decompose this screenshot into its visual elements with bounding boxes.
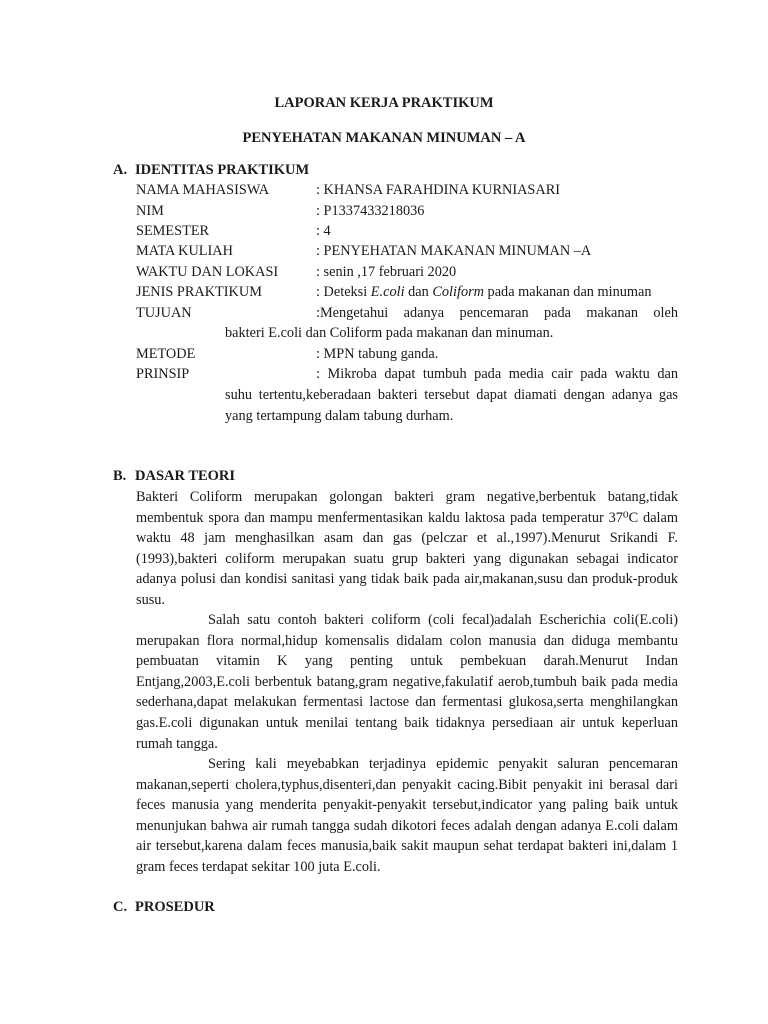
- field-jenis: [136, 282, 678, 302]
- field-tujuan-continued: bakteri E.coli dan Coliform pada makanan dan minuman.: [225, 325, 554, 341]
- section-c-heading: [113, 897, 215, 918]
- field-label: MATA KULIAH: [136, 243, 233, 259]
- field-label: JENIS PRAKTIKUM: [136, 284, 262, 300]
- field-label: WAKTU DAN LOKASI: [136, 264, 279, 280]
- value-prefix: : Deteksi: [316, 284, 371, 300]
- field-value: [316, 282, 678, 303]
- field-metode: [136, 344, 678, 364]
- section-a-letter: A.: [113, 162, 128, 178]
- value-ecoli: E.coli: [370, 284, 405, 300]
- value-suffix: pada makanan dan minuman: [483, 284, 652, 300]
- section-b-letter: B.: [113, 468, 127, 484]
- document-subtitle: PENYEHATAN MAKANAN MINUMAN – A: [242, 130, 526, 146]
- section-a-heading: [113, 160, 309, 181]
- field-prinsip-continued-2: yang tertampung dalam tabung durham.: [225, 408, 454, 424]
- field-value: : MPN tabung ganda.: [316, 346, 439, 362]
- field-value: : KHANSA FARAHDINA KURNIASARI: [316, 182, 560, 198]
- section-a-title: IDENTITAS PRAKTIKUM: [135, 162, 310, 178]
- field-label: TUJUAN: [136, 305, 192, 321]
- field-nama: [136, 180, 678, 200]
- field-tujuan: [136, 303, 678, 323]
- field-prinsip: [136, 364, 678, 384]
- field-label: NIM: [136, 203, 164, 219]
- field-nim: [136, 201, 678, 221]
- field-prinsip-continued-1: suhu tertentu,keberadaan bakteri tersebut dapat diamati dengan adanya gas: [225, 387, 678, 403]
- paragraph-3: [136, 754, 678, 878]
- paragraph-3-text: Sering kali meyebabkan terjadinya epidemic penyakit saluran pencemaran makanan,seperti cholera,typhus,disenteri,dan penyakit cacing.Bibit penyakit ini berasal dari feces manusia yang menderita penyakit-penyakit tersebut,indicator yang paling baik untuk menunjukan bahwa air rumah tangga sudah dikotori feces adalah dengan adanya E.coli dalam air tersebut,karena dalam feces manusia,baik sakit maupun sehat terdapat bakteri ini,dalam 1 gram feces terdapat sekitar 100 juta E.coli.: [136, 756, 678, 875]
- field-label: METODE: [136, 346, 196, 362]
- value-coliform: Coliform: [432, 284, 484, 300]
- field-label: SEMESTER: [136, 223, 210, 239]
- field-value: : senin ,17 februari 2020: [316, 264, 457, 280]
- field-semester: [136, 221, 678, 241]
- field-label: PRINSIP: [136, 366, 190, 382]
- field-waktu: [136, 262, 678, 282]
- field-value: :Mengetahui adanya pencemaran pada makanan oleh: [316, 305, 678, 321]
- section-c-letter: C.: [113, 899, 128, 915]
- field-value: : PENYEHATAN MAKANAN MINUMAN –A: [316, 243, 592, 259]
- section-c-title: PROSEDUR: [135, 899, 215, 915]
- field-mata-kuliah: [136, 241, 678, 261]
- paragraph-1: Bakteri Coliform merupakan golongan bakteri gram negative,berbentuk batang,tidak membentuk spora dan mampu menfermentasikan kaldu laktosa pada temperatur 37⁰C dalam waktu 48 jam menghasilkan asam dan gas (pelczar et al.,1997).Menurut Srikandi F.(1993),bakteri coliform merupakan suatu grup bakteri yang digunakan sebagai indicator adanya polusi dan kondisi sanitasi yang tidak baik pada air,makanan,susu dan produk-produk susu.: [136, 489, 678, 608]
- paragraph-2-text: Salah satu contoh bakteri coliform (coli fecal)adalah Escherichia coli(E.coli) merupakan flora normal,hidup komensalis didalam colon manusia dan diduga membantu pembuatan vitamin K yang penting untuk pembekuan darah.Menurut Indan Entjang,2003,E.coli berbentuk batang,gram negative,fakulatif aerob,tumbuh baik pada media sederhana,dapat melakukan fermentasi lactose dan fermentasi glukosa,serta menghilangkan gas.E.coli digunakan untuk menilai tentang baik tidaknya persediaan air untuk keperluan rumah tangga.: [136, 612, 678, 752]
- paragraph-2: [136, 610, 678, 754]
- section-b-heading: [113, 466, 235, 487]
- value-dan: dan: [404, 284, 433, 300]
- field-value: : 4: [316, 223, 331, 239]
- field-label: NAMA MAHASISWA: [136, 182, 270, 198]
- field-value: : P1337433218036: [316, 203, 425, 219]
- field-value: : Mikroba dapat tumbuh pada media cair pada waktu dan: [316, 366, 678, 382]
- document-title: LAPORAN KERJA PRAKTIKUM: [274, 95, 494, 111]
- section-b-title: DASAR TEORI: [135, 468, 236, 484]
